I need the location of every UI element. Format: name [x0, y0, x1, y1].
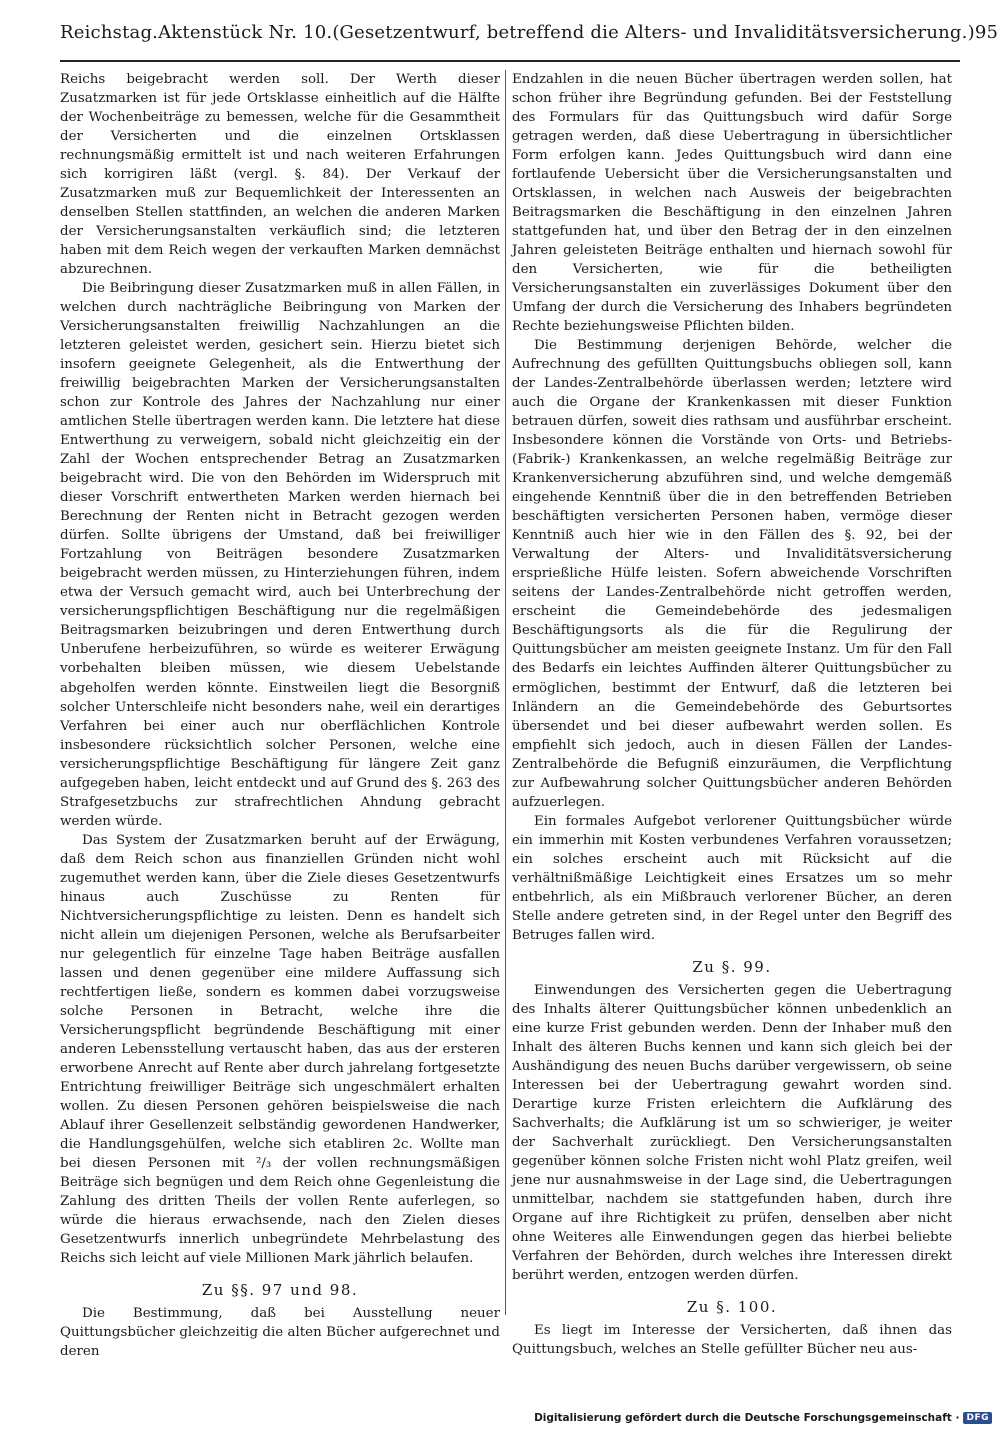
- header-rule: [60, 60, 960, 62]
- header-document-number: Aktenstück Nr. 10.: [158, 22, 333, 43]
- left-column-paragraph: Das System der Zusatzmarken beruht auf der Erwägung, daß dem Reich schon aus finanziellen Gründen nicht wohl zugemuthet werden kann, über die Ziele dieses Gesetzentwurfs hinaus auch Zuschüsse zu Renten für Nichtversicherungspflichtige zu leisten. Denn es handelt sich nicht allein um diejenigen Personen, welche als Berufsarbeiter nur gelegentlich für einzelne Tage haben Beiträge ausfallen lassen und denen gegenüber eine mildere Auffassung sich rechtfertigen ließe, sondern es kommen dabei vorzugsweise solche Personen in Betracht, welche ihre die Versicherungspflicht begründende Beschäftigung mit einer anderen Lebensstellung vertauscht haben, das aus der ersteren erworbene Anrecht auf Rente aber durch jahrelang fortgesetzte Entrichtung freiwilliger Beiträge sich ungeschmälert erhalten wollen. Zu diesen Personen gehören beispielsweise die nach Ablauf ihrer Gesellenzeit selbständig gewordenen Handwerker, die Handlungsgehülfen, welche sich etabliren 2c. Wollte man bei diesen Personen mit ²/₃ der vollen rechnungsmäßigen Beiträge sich begnügen und dem Reich ohne Gegenleistung die Zahlung des dritten Theils der vollen Rente auferlegen, so würde die hieraus erwachsende, nach den Zielen dieses Gesetzentwurfs innerlich unbegründete Mehrbelastung des Reichs sich leicht auf viele Millionen Mark jährlich belaufen.: [60, 832, 500, 1266]
- right-column-paragraph: Endzahlen in die neuen Bücher übertragen werden sollen, hat schon früher ihre Begründung gefunden. Bei der Feststellung des Formulars für das Quittungsbuch wird dafür Sorge getragen werden, daß diese Uebertragung in übersichtlicher Form erfolgen kann. Jedes Quittungsbuch wird dann eine fortlaufende Uebersicht über die Versicherungsanstalten und Ortsklassen, in welchen nach Ausweis der beigebrachten Beitragsmarken die Beschäftigung in den einzelnen Jahren stattgefunden hat, und über den Betrag der in den einzelnen Jahren geleisteten Beiträge enthalten und hiernach sowohl für den Versicherten, wie für die betheiligten Versicherungsanstalten ein zuverlässiges Dokument über den Umfang der durch die Versicherung des Inhabers begründeten Rechte beziehungsweise Pflichten bilden.: [512, 72, 952, 335]
- running-head: [60, 22, 999, 56]
- digitization-footer: [534, 1410, 992, 1426]
- column-divider: [505, 70, 506, 1315]
- page-number: 95: [974, 22, 999, 43]
- left-column-section-heading: Zu §§. 97 und 98.: [201, 1280, 359, 1299]
- right-column-section-heading: Zu §. 99.: [692, 957, 772, 976]
- left-column-paragraph: Die Bestimmung, daß bei Ausstellung neuer Quittungsbücher gleichzeitig die alten Bücher aufgerechnet und deren: [60, 1305, 500, 1360]
- right-column-paragraph: Einwendungen des Versicherten gegen die Uebertragung des Inhalts älterer Quittungsbücher können unbedenklich an eine kurze Frist gebunden werden. Denn der Inhaber muß den Inhalt des älteren Buchs kennen und kann sich gleich bei der Aushändigung des neuen Buchs darüber vergewissern, ob seine Interessen bei der Uebertragung gewahrt worden sind. Derartige kurze Fristen erleichtern die Aufklärung des Sachverhalts; die Aufklärung ist um so schwieriger, je weiter der Sachverhalt zurückliegt. Den Versicherungsanstalten gegenüber können solche Fristen nicht wohl Platz greifen, weil jene nur ausnahmsweise in der Lage sind, die Uebertragungen unmittelbar, nachdem sie stattgefunden haben, durch ihre Organe auf ihre Richtigkeit zu prüfen, denselben aber nicht ohne Weiteres alle Einwendungen gegen das hierbei beliebte Verfahren der Behörden, durch welches ihre Interessen direkt berührt werden, entzogen werden dürfen.: [512, 982, 952, 1283]
- right-column-paragraph: Ein formales Aufgebot verlorener Quittungsbücher würde ein immerhin mit Kosten verbundenes Verfahren voraussetzen; ein solches erscheint auch mit Rücksicht auf die verhältnißmäßige Leichtigkeit eines Ersatzes um so mehr entbehrlich, als ein Mißbrauch verlorener Bücher, an deren Stelle andere getreten sind, in der Regel unter den Begriff des Betruges fallen wird.: [512, 813, 952, 943]
- right-column: [512, 70, 952, 1380]
- dfg-logo: DFG: [963, 1412, 992, 1424]
- left-column: [60, 70, 500, 1360]
- footer-credit-text: Digitalisierung gefördert durch die Deutsche Forschungsgemeinschaft ·: [534, 1412, 960, 1424]
- right-column-paragraph: Es liegt im Interesse der Versicherten, daß ihnen das Quittungsbuch, welches an Stelle gefüllter Bücher neu aus-: [512, 1322, 952, 1357]
- header-title: (Gesetzentwurf, betreffend die Alters- und Invaliditätsversicherung.): [332, 22, 975, 43]
- left-column-paragraph: Die Beibringung dieser Zusatzmarken muß in allen Fällen, in welchen durch nachträgliche Beibringung von Marken der Versicherungsanstalten freiwillig Nachzahlungen an die letzteren geleistet werden, gesichert sein. Hierzu bietet sich insofern geeignete Gelegenheit, als die Entwerthung der freiwillig beigebrachten Marken der Versicherungsanstalten schon zur Kontrole des Jahres der Nachzahlung nur einer amtlichen Stelle übertragen werden kann. Die letztere hat diese Entwerthung zu verweigern, sobald nicht gleichzeitig ein der Zahl der Wochen entsprechender Betrag an Zusatzmarken beigebracht wird. Die von den Behörden im Widerspruch mit dieser Vorschrift entwertheten Marken werden hiernach bei Berechnung der Renten nicht in Betracht gezogen werden dürfen. Sollte übrigens der Umstand, daß bei freiwilliger Fortzahlung von Beiträgen besondere Zusatzmarken beigebracht werden müssen, zu Hinterziehungen führen, indem etwa der Versuch gemacht wird, auch bei Unterbrechung der versicherungspflichtigen Beschäftigung nur die regelmäßigen Beitragsmarken beizubringen und deren Entwerthung durch Unberufene herbeizuführen, so würde es weiterer Erwägung vorbehalten bleiben müssen, wie diesem Uebelstande abgeholfen werden könnte. Einstweilen liegt die Besorgniß solcher Unterschleife nicht besonders nahe, weil ein derartiges Verfahren bei einer auch nur oberflächlichen Kontrole insbesondere rücksichtlich solcher Personen, welche eine versicherungspflichtige Beschäftigung für längere Zeit ganz aufgegeben haben, leicht entdeckt und auf Grund des §. 263 des Strafgesetzbuchs zur strafrechtlichen Ahndung gebracht werden würde.: [60, 281, 500, 829]
- header-reichstag: Reichstag.: [60, 22, 159, 43]
- right-column-section-heading: Zu §. 100.: [686, 1297, 778, 1316]
- left-column-paragraph: Reichs beigebracht werden soll. Der Werth dieser Zusatzmarken ist für jede Ortsklasse einheitlich auf die Hälfte der Wochenbeiträge zu bemessen, welche für die Gesammtheit der Versicherten und die einzelnen Ortsklassen rechnungsmäßig ermittelt ist und nach weiteren Erfahrungen sich korrigiren läßt (vergl. §. 84). Der Verkauf der Zusatzmarken muß zur Bequemlichkeit der Interessenten an denselben Stellen stattfinden, an welchen die anderen Marken der Versicherungsanstalten verkäuflich sind; die letzteren haben mit dem Reich wegen der verkauften Marken demnächst abzurechnen.: [60, 72, 500, 278]
- right-column-paragraph: Die Bestimmung derjenigen Behörde, welcher die Aufrechnung des gefüllten Quittungsbuchs obliegen soll, kann der Landes-Zentralbehörde überlassen werden; letztere wird auch die Organe der Krankenkassen mit dieser Funktion betrauen dürfen, soweit dies rathsam und ausführbar erscheint. Insbesondere können die Vorstände von Orts- und Betriebs- (Fabrik-) Krankenkassen, an welche regelmäßig Beiträge zur Krankenversicherung abzuführen sind, und welche demgemäß eingehende Kenntniß über die in den betreffenden Betrieben beschäftigten versicherten Personen haben, vermöge dieser Kenntniß auch hier wie in den Fällen des §. 92, bei der Verwaltung der Alters- und Invaliditätsversicherung ersprießliche Hülfe leisten. Sofern abweichende Vorschriften seitens der Landes-Zentralbehörde nicht getroffen werden, erscheint die Gemeindebehörde des jedesmaligen Beschäftigungsorts als die für die Regulirung der Quittungsbücher am meisten geeignete Instanz. Um für den Fall des Bedarfs ein leichtes Auffinden älterer Quittungsbücher zu ermöglichen, bestimmt der Entwurf, daß die letzteren bei Inländern an die Gemeindebehörde des Geburtsortes übersendet und bei dieser aufbewahrt werden sollen. Es empfiehlt sich jedoch, auch in diesen Fällen der Landes-Zentralbehörde die Befugniß einzuräumen, die Verpflichtung zur Aufbewahrung solcher Quittungsbücher anderen Behörden aufzuerlegen.: [512, 338, 952, 810]
